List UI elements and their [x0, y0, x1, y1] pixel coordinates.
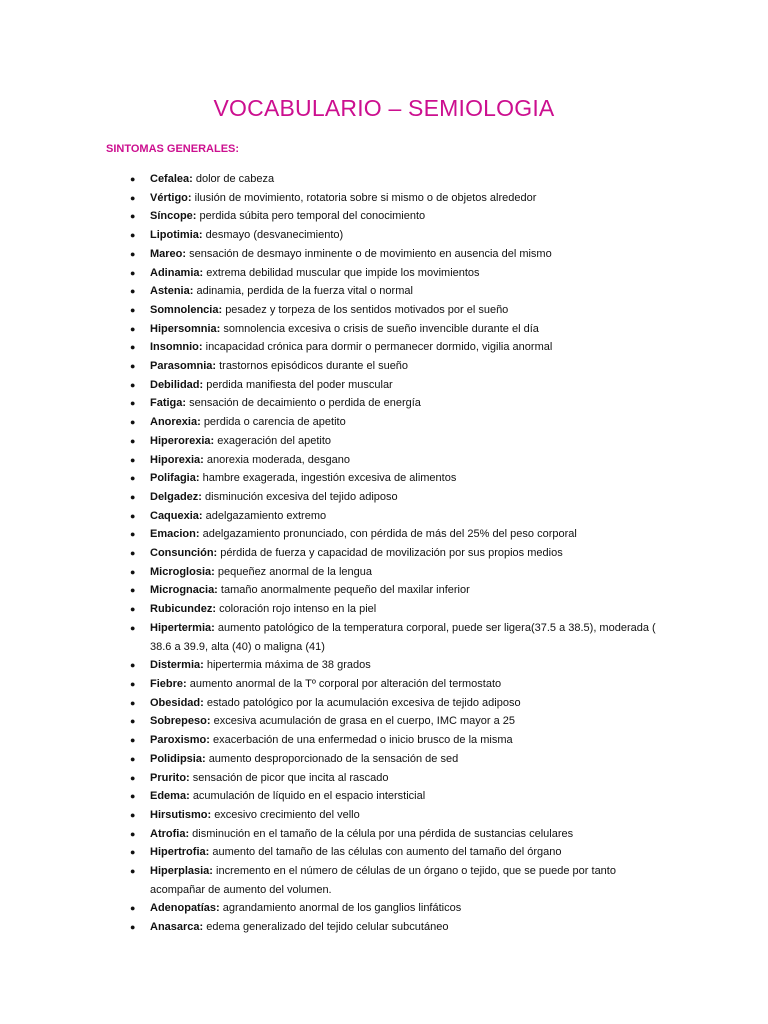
term-definition: adinamia, perdida de la fuerza vital o normal [196, 285, 413, 298]
bullet-icon: ● [130, 922, 136, 933]
list-item [126, 731, 656, 750]
term-label: Polifagia: [150, 472, 200, 485]
term-definition: pérdida de fuerza y capacidad de movilización por sus propios medios [220, 547, 563, 560]
term-label: Microglosia: [150, 565, 215, 578]
bullet-icon: ● [130, 491, 136, 502]
term-definition: pesadez y torpeza de los sentidos motivados por el sueño [225, 303, 509, 316]
list-item [126, 563, 656, 582]
term-label: Parasomnia: [150, 360, 217, 373]
term-label: Hiperorexia: [150, 434, 215, 447]
term-definition: extrema debilidad muscular que impide los movimientos [206, 266, 480, 279]
bullet-icon: ● [130, 622, 136, 633]
term-definition: disminución excesiva del tejido adiposo [205, 490, 398, 503]
term-label: Sobrepeso: [150, 715, 211, 728]
term-label: Hiporexia: [150, 453, 204, 466]
bullet-icon: ● [130, 473, 136, 484]
bullet-icon: ● [130, 716, 136, 727]
term-definition: acumulación de líquido en el espacio intersticial [192, 790, 426, 803]
list-item [126, 432, 656, 451]
term-label: Fiebre: [150, 677, 187, 690]
bullet-icon: ● [130, 211, 136, 222]
page-title: VOCABULARIO – SEMIOLOGIA [213, 95, 555, 121]
term-definition: adelgazamiento extremo [205, 509, 327, 522]
term-label: Consunción: [150, 547, 218, 560]
term-definition: excesiva acumulación de grasa en el cuerpo, IMC mayor a 25 [213, 715, 516, 728]
term-label: Adenopatías: [150, 902, 220, 915]
bullet-icon: ● [130, 678, 136, 689]
bullet-icon: ● [130, 548, 136, 559]
term-definition: incapacidad crónica para dormir o permanecer dormido, vigilia anormal [205, 341, 553, 354]
bullet-icon: ● [130, 697, 136, 708]
term-label: Hipersomnia: [150, 322, 221, 335]
list-item [126, 600, 656, 619]
bullet-icon: ● [130, 791, 136, 802]
list-item [126, 320, 656, 339]
term-definition: disminución en el tamaño de la célula por una pérdida de sustancias celulares [192, 827, 574, 840]
term-label: Mareo: [150, 247, 187, 260]
bullet-icon: ● [130, 192, 136, 203]
list-item [126, 787, 656, 806]
term-definition: exageración del apetito [217, 434, 332, 447]
bullet-icon: ● [130, 454, 136, 465]
vocabulary-list [126, 170, 656, 937]
bullet-icon: ● [130, 174, 136, 184]
section-heading: SINTOMAS GENERALES: [106, 143, 240, 155]
term-definition: perdida o carencia de apetito [203, 416, 346, 429]
bullet-icon: ● [130, 604, 136, 615]
bullet-icon: ● [130, 286, 136, 297]
bullet-icon: ● [130, 847, 136, 858]
term-label: Fatiga: [150, 397, 187, 410]
list-item [126, 619, 656, 656]
term-definition: sensación de decaimiento o perdida de energía [189, 397, 421, 410]
bullet-icon: ● [130, 361, 136, 372]
bullet-icon: ● [130, 735, 136, 746]
bullet-icon: ● [130, 828, 136, 839]
term-label: Hipertermia: [150, 621, 215, 634]
term-definition: agrandamiento anormal de los ganglios linfáticos [222, 902, 462, 915]
bullet-icon: ● [130, 342, 136, 353]
list-item [126, 843, 656, 862]
list-item [126, 264, 656, 283]
list-item [126, 712, 656, 731]
term-definition: aumento patológico de la temperatura corporal, puede ser ligera(37.5 a 38.5), moderada ( 38.6 a 39.9, alta (40) o maligna (41) [150, 621, 656, 653]
term-definition: incremento en el número de células de un órgano o tejido, que se puede por tanto acompañar de aumento del volumen. [150, 865, 616, 896]
term-definition: exacerbación de una enfermedad o inicio brusco de la misma [212, 734, 513, 747]
term-definition: dolor de cabeza [195, 173, 275, 185]
list-item [126, 581, 656, 600]
term-definition: aumento anormal de la Tº corporal por alteración del termostato [189, 677, 502, 690]
bullet-icon: ● [130, 435, 136, 446]
term-definition: perdida manifiesta del poder muscular [206, 378, 393, 391]
term-definition: edema generalizado del tejido celular subcutáneo [206, 921, 449, 934]
list-item [126, 207, 656, 226]
term-label: Insomnio: [150, 341, 203, 354]
term-label: Emacion: [150, 528, 200, 541]
list-item [126, 544, 656, 563]
bullet-icon: ● [130, 267, 136, 278]
term-label: Obesidad: [150, 696, 204, 709]
term-definition: trastornos episódicos durante el sueño [219, 360, 409, 373]
bullet-icon: ● [130, 809, 136, 820]
term-label: Somnolencia: [150, 303, 223, 316]
term-label: Delgadez: [150, 490, 202, 503]
term-label: Adinamia: [150, 266, 204, 279]
term-definition: aumento desproporcionado de la sensación de sed [208, 752, 459, 765]
term-label: Hipertrofia: [150, 846, 210, 859]
bullet-icon: ● [130, 379, 136, 390]
bullet-icon: ● [130, 903, 136, 914]
term-definition: desmayo (desvanecimiento) [205, 229, 344, 242]
list-item [126, 170, 656, 189]
bullet-icon: ● [130, 398, 136, 409]
term-definition: estado patológico por la acumulación excesiva de tejido adiposo [206, 696, 521, 709]
term-label: Lipotimia: [150, 229, 203, 242]
bullet-icon: ● [130, 248, 136, 259]
term-label: Vértigo: [150, 191, 192, 204]
list-item [126, 245, 656, 264]
term-label: Paroxismo: [150, 734, 210, 747]
term-label: Edema: [150, 790, 190, 803]
term-label: Cefalea: [150, 173, 193, 185]
bullet-icon: ● [130, 866, 136, 877]
term-label: Síncope: [150, 210, 197, 223]
term-definition: excesivo crecimiento del vello [214, 808, 360, 821]
list-item [126, 226, 656, 245]
bullet-icon: ● [130, 772, 136, 783]
term-label: Prurito: [150, 771, 190, 784]
list-item [126, 413, 656, 432]
list-item [126, 301, 656, 320]
term-label: Micrognacia: [150, 584, 218, 597]
list-item [126, 750, 656, 769]
list-item [126, 899, 656, 918]
list-item [126, 806, 656, 825]
bullet-icon: ● [130, 417, 136, 428]
term-label: Hiperplasia: [150, 865, 213, 878]
bullet-icon: ● [130, 753, 136, 764]
term-definition: sensación de picor que incita al rascado [192, 771, 389, 784]
term-label: Polidipsia: [150, 752, 206, 765]
term-definition: perdida súbita pero temporal del conocimiento [199, 210, 426, 223]
list-item [126, 507, 656, 526]
list-item [126, 357, 656, 376]
term-definition: ilusión de movimiento, rotatoria sobre si mismo o de objetos alrededor [194, 191, 537, 204]
bullet-icon: ● [130, 510, 136, 521]
bullet-icon: ● [130, 529, 136, 540]
list-item [126, 451, 656, 470]
list-item [126, 394, 656, 413]
list-item [126, 862, 656, 899]
list-item [126, 282, 656, 301]
term-definition: coloración rojo intenso en la piel [219, 603, 377, 616]
term-label: Caquexia: [150, 509, 203, 522]
term-definition: pequeñez anormal de la lengua [217, 565, 372, 578]
term-definition: tamaño anormalmente pequeño del maxilar inferior [220, 584, 470, 597]
term-label: Atrofia: [150, 827, 190, 840]
list-item [126, 338, 656, 357]
list-item [126, 694, 656, 713]
bullet-icon: ● [130, 323, 136, 334]
term-label: Debilidad: [150, 378, 204, 391]
term-definition: sensación de desmayo inminente o de movimiento en ausencia del mismo [189, 247, 552, 260]
list-item [126, 769, 656, 788]
term-definition: adelgazamiento pronunciado, con pérdida de más del 25% del peso corporal [202, 528, 577, 541]
term-label: Astenia: [150, 285, 194, 298]
list-item [126, 656, 656, 675]
term-label: Rubicundez: [150, 603, 216, 616]
list-item [126, 376, 656, 395]
list-item [126, 675, 656, 694]
term-definition: aumento del tamaño de las células con aumento del tamaño del órgano [212, 846, 562, 859]
list-item [126, 189, 656, 208]
list-item [126, 918, 656, 937]
term-definition: hambre exagerada, ingestión excesiva de alimentos [202, 472, 457, 485]
list-item [126, 825, 656, 844]
term-label: Hirsutismo: [150, 808, 212, 821]
term-definition: hipertermia máxima de 38 grados [206, 659, 371, 672]
term-label: Distermia: [150, 659, 204, 672]
list-item [126, 469, 656, 488]
term-definition: somnolencia excesiva o crisis de sueño invencible durante el día [223, 322, 539, 335]
bullet-icon: ● [130, 566, 136, 577]
bullet-icon: ● [130, 230, 136, 241]
bullet-icon: ● [130, 660, 136, 671]
bullet-icon: ● [130, 585, 136, 596]
term-label: Anorexia: [150, 416, 201, 429]
term-definition: anorexia moderada, desgano [206, 453, 350, 466]
bullet-icon: ● [130, 304, 136, 315]
list-item [126, 488, 656, 507]
term-label: Anasarca: [150, 921, 204, 934]
list-item [126, 525, 656, 544]
